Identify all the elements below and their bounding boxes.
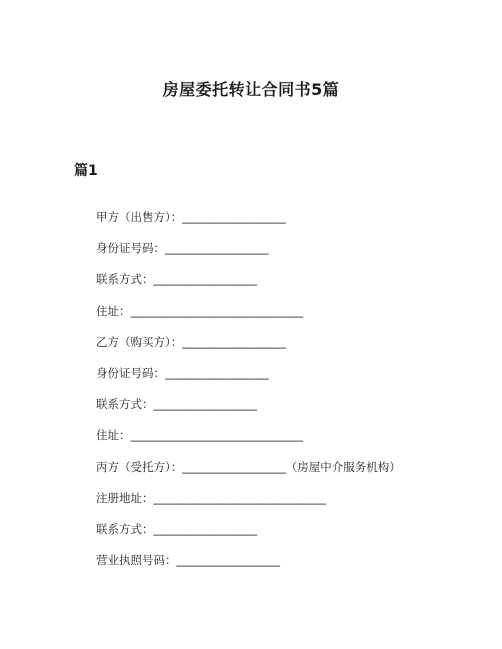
field-buyer-address: 住址：______________________________	[96, 428, 303, 443]
document-title: 房屋委托转让合同书5篇	[162, 80, 340, 99]
field-buyer-id-number: 身份证号码：__________________	[96, 365, 269, 380]
field-agent-contact: 联系方式：__________________	[96, 521, 257, 536]
section-heading: 篇1	[74, 163, 98, 179]
field-seller-address: 住址：______________________________	[96, 303, 303, 318]
field-buyer-party: 乙方（购买方）：__________________	[96, 334, 286, 349]
field-seller-id-number: 身份证号码：__________________	[96, 241, 269, 256]
field-seller-party: 甲方（出售方）：__________________	[96, 210, 286, 224]
contract-fields	[96, 207, 401, 581]
field-agent-party: 丙方（受托方）：__________________（房屋中介服务机构）	[96, 459, 401, 474]
field-agent-registered-address: 注册地址：______________________________	[96, 490, 326, 505]
field-seller-contact: 联系方式：__________________	[96, 272, 257, 287]
field-agent-license-number: 营业执照号码：__________________	[96, 553, 280, 568]
field-buyer-contact: 联系方式：__________________	[96, 397, 257, 412]
